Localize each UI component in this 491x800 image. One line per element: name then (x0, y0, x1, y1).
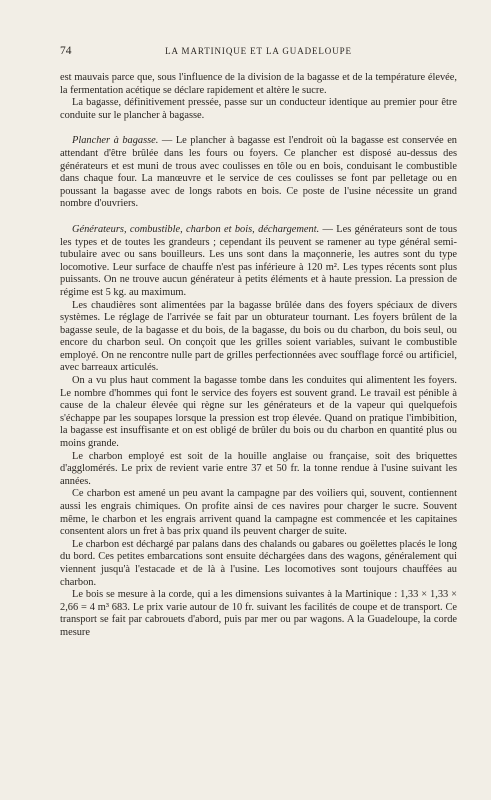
running-title: LA MARTINIQUE ET LA GUADELOUPE (165, 46, 352, 56)
body-text (60, 72, 457, 640)
paragraph: Les chaudières sont alimentées par la bagasse brûlée dans des foyers spéciaux de divers systèmes. Le réglage de l'arrivée se fait par un obturateur tournant. Les foyers brûlent de la bagasse seule, de la bagasse et du bois, de la bagasse, du bois ou du charbon, du bois seul, ou encore du charbon seul. On conçoit que les grilles soient variables, suivant le combustible employé. On ne rencontre nulle part de grilles perfectionnées avec soufflage forcé ou artificiel, avec barreaux articulés. (60, 299, 457, 374)
section-heading: Plancher à bagasse. (72, 135, 159, 147)
page-header (60, 45, 457, 59)
paragraph-text: — Le plancher à bagasse est l'endroit où la bagasse est conservée en attendant d'être brûlée dans les fours ou foyers. Ce plancher est disposé au-dessus des générateurs et est muni de trous avec coulisses en tôle ou en bois, conduisant le combustible dans chaque four. La manœuvre et le service de ces coulisses se font par pelletage ou en poussant la bagasse avec de longs rabots en bois. Ce poste de l'usine nécessite un grand nombre d'ouvriers. (60, 135, 457, 210)
paragraph-text: — Les générateurs sont de tous les types et de toutes les grandeurs ; cependant ils peuvent se ramener au type général semi-tubulaire avec ou sans bouilleurs. Les uns sont dans la maçonnerie, les autres sont du type locomotive. Leur surface de chauffe n'est pas inférieure à 120 m². Les types récents sont plus puissants. On ne trouve aucun générateur à petits éléments et à haute pression. La pression de régime est 5 kg. au maximum. (60, 223, 457, 298)
section-gap (60, 211, 457, 224)
paragraph (60, 224, 457, 300)
paragraph: est mauvais parce que, sous l'influence de la division de la bagasse et de la température élevée, la fermentation acétique se déclare rapidement et altère le sucre. (60, 72, 457, 96)
paragraph: On a vu plus haut comment la bagasse tombe dans les conduites qui alimentent les foyers. Le nombre d'hommes qui font le service des foyers est souvent grand. Le travail est pénible à cause de la chaleur élevée qui règne sur les générateurs et de la vapeur qui quelquefois s'échappe par les soupapes lorsque la pression est trop élevée. Quand on pratique l'imbibition, la bagasse est insuffisante et on est obligé de brûler du bois ou du charbon en quantité plus ou moins grande. (60, 375, 457, 450)
paragraph: Le charbon employé est soit de la houille anglaise ou française, soit des briquettes d'agglomérés. Le prix de revient varie entre 37 et 50 fr. la tonne rendue à l'usine suivant les années. (60, 450, 457, 487)
page-number: 74 (60, 45, 72, 57)
paragraph: Le bois se mesure à la corde, qui a les dimensions suivantes à la Martinique : 1,33 × 1,33 × 2,66 = 4 m³ 683. Le prix varie autour de 10 fr. suivant les facilités de coupe et de transport. Ce transport se fait par cabrouets d'abord, puis par mer ou par wagons. A la Guadeloupe, la corde mesure (60, 589, 457, 638)
paragraph (60, 135, 457, 211)
paragraph: Le charbon est déchargé par palans dans des chalands ou gabares ou goëlettes placés le long du bord. Ces petites embarcations sont ensuite déchargées dans des wagons, généralement qui viennent jusqu'à l'estacade et de là à l'usine. Les locomotives sont toujours chauffées au charbon. (60, 538, 457, 588)
paragraph: La bagasse, définitivement pressée, passe sur un conducteur identique au premier pour être conduite sur le plancher à bagasse. (60, 97, 457, 121)
section-gap (60, 122, 457, 135)
section-heading: Générateurs, combustible, charbon et bois, déchargement. (72, 223, 320, 235)
paragraph: Ce charbon est amené un peu avant la campagne par des voiliers qui, souvent, contiennent aussi les engrais chimiques. On profite ainsi de ces navires pour charger le sucre. Souvent même, le charbon et les engrais arrivent quand la campagne est commencée et les capitaines consentent alors un fret à bas prix quand ils peuvent charger de suite. (60, 488, 457, 538)
